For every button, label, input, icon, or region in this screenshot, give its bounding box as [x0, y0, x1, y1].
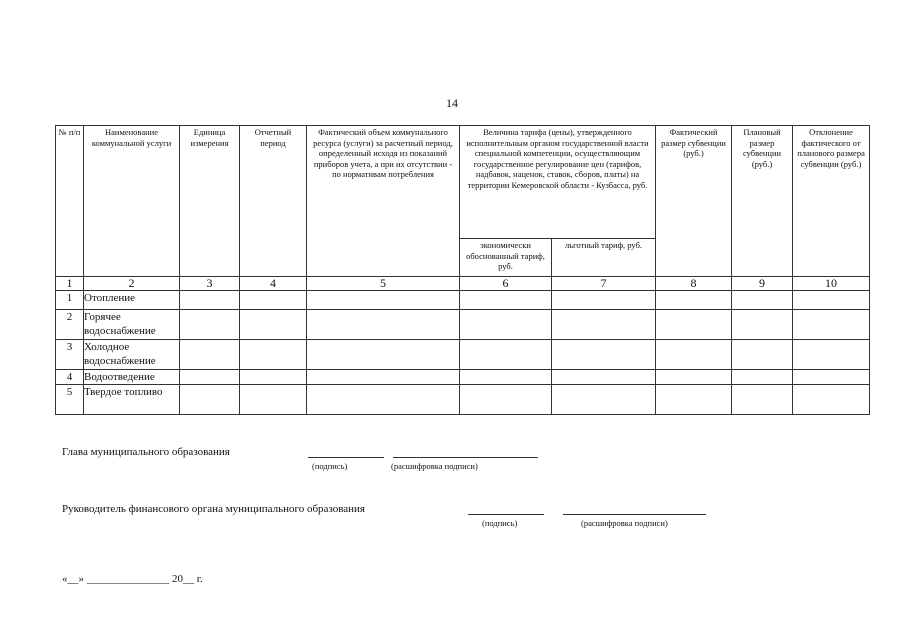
subsidy-report-table: [55, 125, 870, 415]
column-number: 3: [180, 277, 240, 291]
table-cell[interactable]: [307, 310, 460, 340]
header-tariff-econ: экономически обоснованный тариф, руб.: [460, 239, 552, 277]
table-cell[interactable]: [307, 291, 460, 310]
table-cell[interactable]: [793, 340, 870, 370]
page-number: 14: [446, 96, 458, 110]
column-number: 4: [240, 277, 307, 291]
finance-signature-label: Руководитель финансового органа муниципального образования: [62, 503, 365, 515]
table-cell[interactable]: [552, 310, 656, 340]
finance-signature-line[interactable]: [468, 514, 544, 515]
column-number: 7: [552, 277, 656, 291]
table-cell[interactable]: [793, 310, 870, 340]
table-row: [56, 310, 870, 340]
table-cell[interactable]: [460, 370, 552, 385]
table-cell[interactable]: [793, 385, 870, 415]
table-cell[interactable]: [180, 291, 240, 310]
header-planned-subsidy: Плановый размер субвенции (руб.): [732, 126, 793, 277]
head-signature-label: Глава муниципального образования: [62, 446, 230, 458]
table-cell[interactable]: [732, 310, 793, 340]
column-number: 10: [793, 277, 870, 291]
header-period: Отчетный период: [240, 126, 307, 277]
table-row: [56, 370, 870, 385]
table-row: [56, 385, 870, 415]
date-line[interactable]: «__» _______________ 20__ г.: [62, 573, 203, 585]
row-number: 1: [56, 291, 84, 310]
table-cell[interactable]: [460, 291, 552, 310]
column-number: 1: [56, 277, 84, 291]
table-cell[interactable]: [552, 340, 656, 370]
column-number: 6: [460, 277, 552, 291]
table-cell[interactable]: [732, 385, 793, 415]
table-cell[interactable]: [656, 340, 732, 370]
column-number: 5: [307, 277, 460, 291]
service-name: Водоотведение: [84, 370, 180, 385]
column-number: 8: [656, 277, 732, 291]
table-cell[interactable]: [180, 310, 240, 340]
table-cell[interactable]: [552, 291, 656, 310]
row-number: 4: [56, 370, 84, 385]
table-row: [56, 340, 870, 370]
service-name: Горячее водоснабжение: [84, 310, 180, 340]
row-number: 2: [56, 310, 84, 340]
header-volume: Фактический объем коммунального ресурса (услуги) за расчетный период, определенный исходя из показаний приборов учета, а при их отсутствии - по нормативам потребления: [307, 126, 460, 277]
table-cell[interactable]: [240, 291, 307, 310]
table-cell[interactable]: [240, 385, 307, 415]
service-name: Твердое топливо: [84, 385, 180, 415]
table-cell[interactable]: [307, 370, 460, 385]
table-row: [56, 291, 870, 310]
column-number: 2: [84, 277, 180, 291]
row-number: 5: [56, 385, 84, 415]
column-number: 9: [732, 277, 793, 291]
head-decode-line[interactable]: [393, 457, 538, 458]
header-service: Наименование коммунальной услуги: [84, 126, 180, 277]
table-cell[interactable]: [460, 340, 552, 370]
table-cell[interactable]: [793, 370, 870, 385]
table-cell[interactable]: [552, 370, 656, 385]
header-actual-subsidy: Фактический размер субвенции (руб.): [656, 126, 732, 277]
finance-sign-caption: (подпись): [482, 518, 518, 528]
header-unit: Единица измерения: [180, 126, 240, 277]
table-cell[interactable]: [552, 385, 656, 415]
table-cell[interactable]: [307, 385, 460, 415]
table-cell[interactable]: [460, 310, 552, 340]
finance-decode-caption: (расшифровка подписи): [581, 518, 668, 528]
head-signature-line[interactable]: [308, 457, 384, 458]
table-cell[interactable]: [793, 291, 870, 310]
table-cell[interactable]: [307, 340, 460, 370]
column-number-row: [56, 277, 870, 291]
table-cell[interactable]: [656, 310, 732, 340]
row-number: 3: [56, 340, 84, 370]
head-sign-caption: (подпись): [312, 461, 348, 471]
table-cell[interactable]: [180, 340, 240, 370]
table-cell[interactable]: [240, 340, 307, 370]
table-cell[interactable]: [240, 310, 307, 340]
service-name: Холодное водоснабжение: [84, 340, 180, 370]
table-cell[interactable]: [656, 291, 732, 310]
head-decode-caption: (расшифровка подписи): [391, 461, 478, 471]
table-cell[interactable]: [732, 370, 793, 385]
header-tariff-pref: льготный тариф, руб.: [552, 239, 656, 277]
header-deviation: Отклонение фактического от планового размера субвенции (руб.): [793, 126, 870, 277]
table-cell[interactable]: [180, 385, 240, 415]
table-cell[interactable]: [656, 370, 732, 385]
table-cell[interactable]: [240, 370, 307, 385]
header-num: № п/п: [56, 126, 84, 277]
table-cell[interactable]: [732, 291, 793, 310]
table-cell[interactable]: [732, 340, 793, 370]
table-cell[interactable]: [656, 385, 732, 415]
service-name: Отопление: [84, 291, 180, 310]
finance-decode-line[interactable]: [563, 514, 706, 515]
header-tariff: Величина тарифа (цены), утвержденного исполнительным органом государственной власти специальной компетенции, осуществляющим государственное регулирование цен (тарифов, надбавок, наценок, ставок, сборов, платы) на территории Кемеровской области - Кузбасса, руб.: [460, 126, 656, 239]
table-cell[interactable]: [460, 385, 552, 415]
table-cell[interactable]: [180, 370, 240, 385]
